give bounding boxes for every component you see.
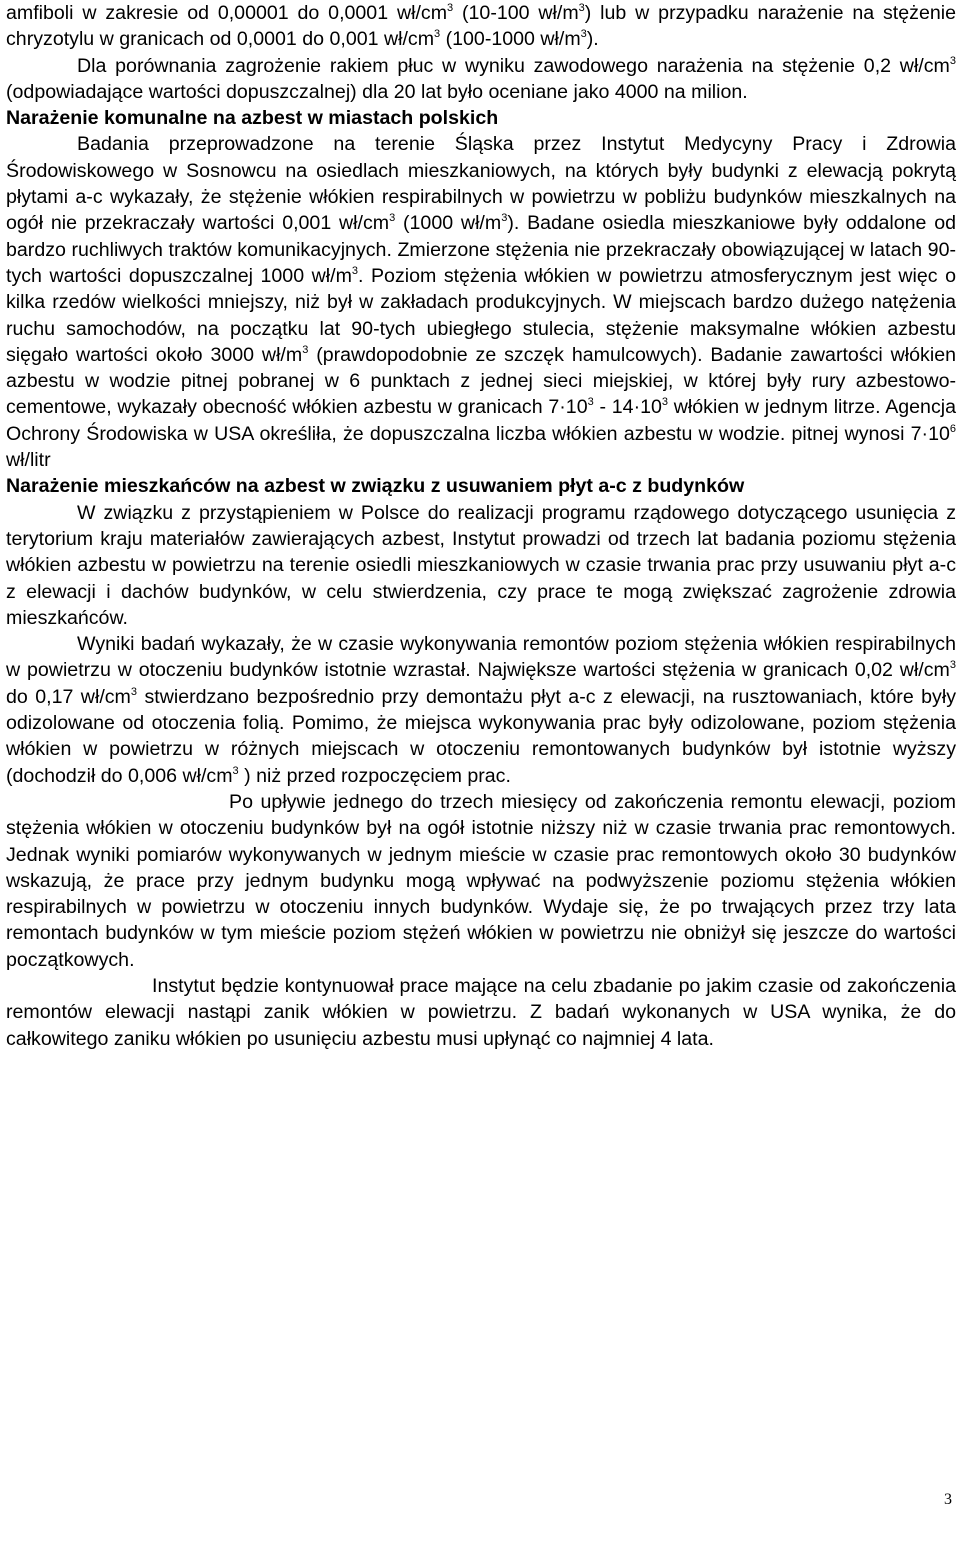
superscript: 3 [501,212,508,225]
superscript: 3 [130,685,138,698]
text-run: (odpowiadające wartości dopuszczalnej) dla 20 lat było oceniane jako 4000 na milion. [6,80,748,103]
text-run: do 0,17 wł/cm [6,685,131,708]
text-run: ) lub w przypadku narażenie na stężenie chryzotylu w granicach od 0,0001 do 0,001 wł/cm [6,2,956,51]
superscript: 3 [232,764,239,777]
section-heading-municipal-exposure: Narażenie komunalne na azbest w miastach polskich [6,107,499,130]
text-run: Dla porównania zagrożenie rakiem płuc w wyniku zawodowego narażenia na stężenie 0,2 wł/cm [77,54,950,77]
paragraph-government-program: W związku z przystąpieniem w Polsce do realizacji programu rządowego dotyczącego usunięcia z terytorium kraju materiałów zawierających azbest, Instytut prowadzi od trzech lat badania poziomu stężenia włókien azbestu w powietrzu na terenie osiedli mieszkaniowych w czasie trwania prac przy usuwaniu płyt a-c z elewacji i dachów budynków, w celu stwierdzenia, czy prace te mogą zwiększać zagrożenie zdrowia mieszkańców. [6,501,956,629]
paragraph-institute-continuation: Instytut będzie kontynuował prace mające na celu zbadanie po jakim czasie od zakończenia remontów elewacji nastąpi zanik włókien w powietrzu. Z badań wykonanych w USA wynika, że do całkowitego zaniku włókien po usunięciu azbestu musi upłynąć co najmniej 4 lata. [6,974,956,1050]
superscript: 3 [949,659,956,672]
text-run: ). [586,28,599,51]
document-page [6,0,956,1052]
text-run: - 14·10 [593,396,662,419]
paragraph-silesia-research [6,131,956,473]
superscript: 3 [580,28,587,41]
superscript: 3 [389,212,396,225]
superscript: 3 [447,2,454,14]
text-run: (100-1000 wł/m [440,28,581,51]
superscript: 3 [302,343,309,356]
text-run: . Poziom stężenia włókien w powietrzu atmosferycznym jest więc o kilka rzedów wielkości mniejszy, niż był w zakładach produkcyjnych. W miejscach bardzo dużego natężenia ruchu samochodów, na początku lat 90-tych ubiegłego stulecia, stężenie maksymalne włókien azbestu sięgało wartości około 3000 wł/m [6,264,956,366]
section-heading-residents-exposure: Narażenie mieszkańców na azbest w związku z usuwaniem płyt a-c z budynków [6,475,745,498]
superscript: 3 [351,264,359,277]
text-run: ) niż przed rozpoczęciem prac. [238,764,511,787]
paragraph-after-renovation: Po upływie jednego do trzech miesięcy od zakończenia remontu elewacji, poziom stężenia włókien w otoczeniu budynków był na ogół istotnie niższy niż w czasie trwania prac remontowych. Jednak wyniki pomiarów wykonywanych w jednym mieście w czasie prac remontowych około 30 budynków wskazują, że prace przy jednym budynku mogą wpływać na podwyższenie poziomu stężenia włókien respirabilnych w powietrzu w otoczeniu innych budynków. Wydaje się, że po trwających przez trzy lata remontach budynków w tym mieście poziom stężeń włókien w powietrzu nie obniżył się jeszcze do wartości początkowych. [6,790,956,971]
paragraph-amphibole-exposure [6,0,956,53]
page-number: 3 [944,1491,952,1508]
text-run: stwierdzano bezpośrednio przy demontażu płyt a-c z elewacji, na rusztowaniach, które były odizolowane od otoczenia folią. Pomimo, że miejsca wykonywania prac były odizolowane, poziom stężenia włókien w powietrzu w różnych miejscach w otoczeniu remontowanych budynków był istotnie wyższy (dochodził do 0,006 wł/cm [6,685,956,787]
text-run: ). Badane osiedla mieszkaniowe były oddalone od bardzo ruchliwych traktów komunikacyjnych. Zmierzone stężenia nie przekraczały obowiązującej w latach 90-tych wartości dopuszczalnej 1000 wł/m [6,212,956,287]
superscript: 3 [578,2,585,14]
superscript: 3 [434,28,441,41]
text-run: włókien w jednym litrze. Agencja Ochrony Środowiska w USA określiła, że dopuszczalna liczba włókien azbestu w wodzie. pitnej wynosi 7·10 [6,396,956,445]
paragraph-research-results [6,631,956,789]
text-run: Wyniki badań wykazały, że w czasie wykonywania remontów poziom stężenia włókien respirabilnych w powietrzu w otoczeniu budynków istotnie wzrastał. Największe wartości stężenia w granicach 0,02 wł/cm [6,633,956,682]
text-run: (1000 wł/m [395,212,502,235]
paragraph-comparison [6,53,956,106]
superscript: 6 [949,422,956,435]
text-run: Badania przeprowadzone na terenie Śląska przez Instytut Medycyny Pracy i Zdrowia Środowiskowego w Sosnowcu na osiedlach mieszkaniowych, na których były budynki z elewacją pokrytą płytami a-c wykazały, że stężenie włókien respirabilnych w powietrzu w pobliżu budynków mieszkalnych na ogół nie przekraczały wartości 0,001 wł/cm [6,133,956,235]
superscript: 3 [661,396,669,409]
text-run: wł/litr [6,449,51,472]
text-run: (prawdopodobnie ze szczęk hamulcowych). Badanie zawartości włókien azbestu w wodzie pitnej pobranej w 6 punktach z jednej sieci miejskiej, w której były rury azbestowo-cementowe, wykazały obecność włókien azbestu w granicach 7·10 [6,343,956,419]
superscript: 3 [949,54,956,67]
text-run: amfiboli w zakresie od 0,00001 do 0,0001 wł/cm [6,2,448,24]
superscript: 3 [587,396,594,409]
text-run: (10-100 wł/m [453,2,579,24]
